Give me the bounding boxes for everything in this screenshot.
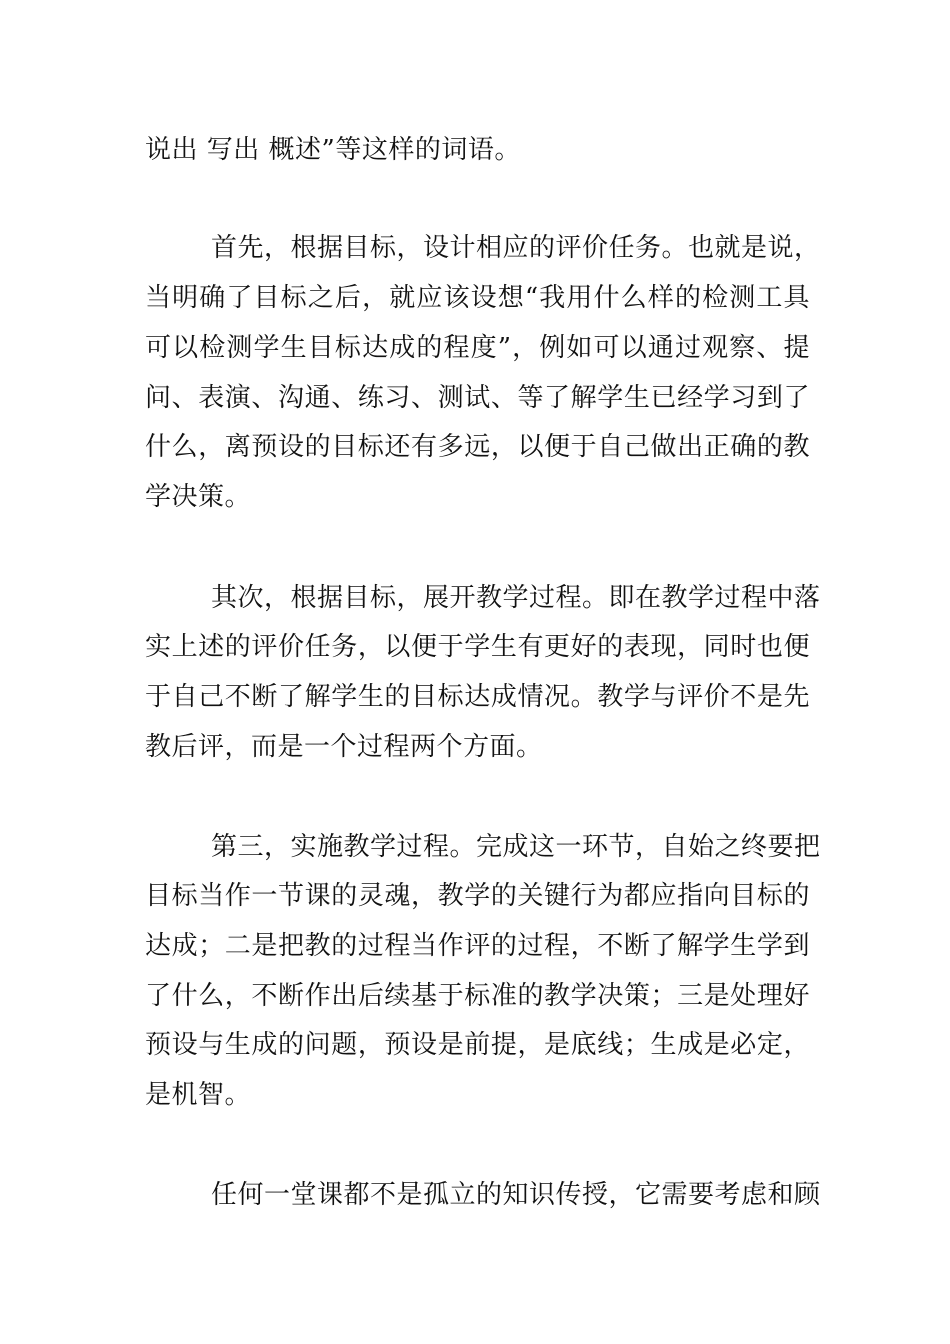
paragraph-2-line-1: 其次，根据目标，展开教学过程。即在教学过程中落 [211, 583, 821, 613]
paragraph-2-line-2: 实上述的评价任务，以便于学生有更好的表现，同时也便 [145, 632, 810, 662]
paragraph-3-line-5: 预设与生成的问题，预设是前提，是底线；生成是必定， [145, 1030, 810, 1060]
paragraph-3-line-3: 达成；二是把教的过程当作评的过程，不断了解学生学到 [145, 931, 810, 961]
paragraph-3-line-6: 是机智。 [145, 1080, 252, 1110]
paragraph-2-line-4: 教后评，而是一个过程两个方面。 [145, 732, 543, 762]
paragraph-3-line-4: 了什么，不断作出后续基于标准的教学决策；三是处理好 [145, 981, 810, 1011]
paragraph-3-line-2: 目标当作一节课的灵魂，教学的关键行为都应指向目标的 [145, 881, 810, 911]
paragraph-1-line-5: 什么，离预设的目标还有多远，以便于自己做出正确的教 [145, 432, 810, 462]
paragraph-1-line-1: 首先，根据目标，设计相应的评价任务。也就是说， [211, 233, 821, 263]
paragraph-3-line-1: 第三，实施教学过程。完成这一环节，自始之终要把 [211, 832, 821, 862]
paragraph-1-line-2: 当明确了目标之后，就应该设想“我用什么样的检测工具 [145, 283, 810, 313]
paragraph-2-line-3: 于自己不断了解学生的目标达成情况。教学与评价不是先 [145, 682, 810, 712]
paragraph-1-line-3: 可以检测学生目标达成的程度”，例如可以通过观察、提 [145, 333, 810, 363]
paragraph-4-line-1: 任何一堂课都不是孤立的知识传授，它需要考虑和顾 [211, 1180, 821, 1210]
fragment-line: 说出 写出 概述”等这样的词语。 [145, 135, 521, 165]
paragraph-1-line-6: 学决策。 [145, 482, 252, 512]
paragraph-1-line-4: 问、表演、沟通、练习、测试、等了解学生已经学习到了 [145, 383, 810, 413]
